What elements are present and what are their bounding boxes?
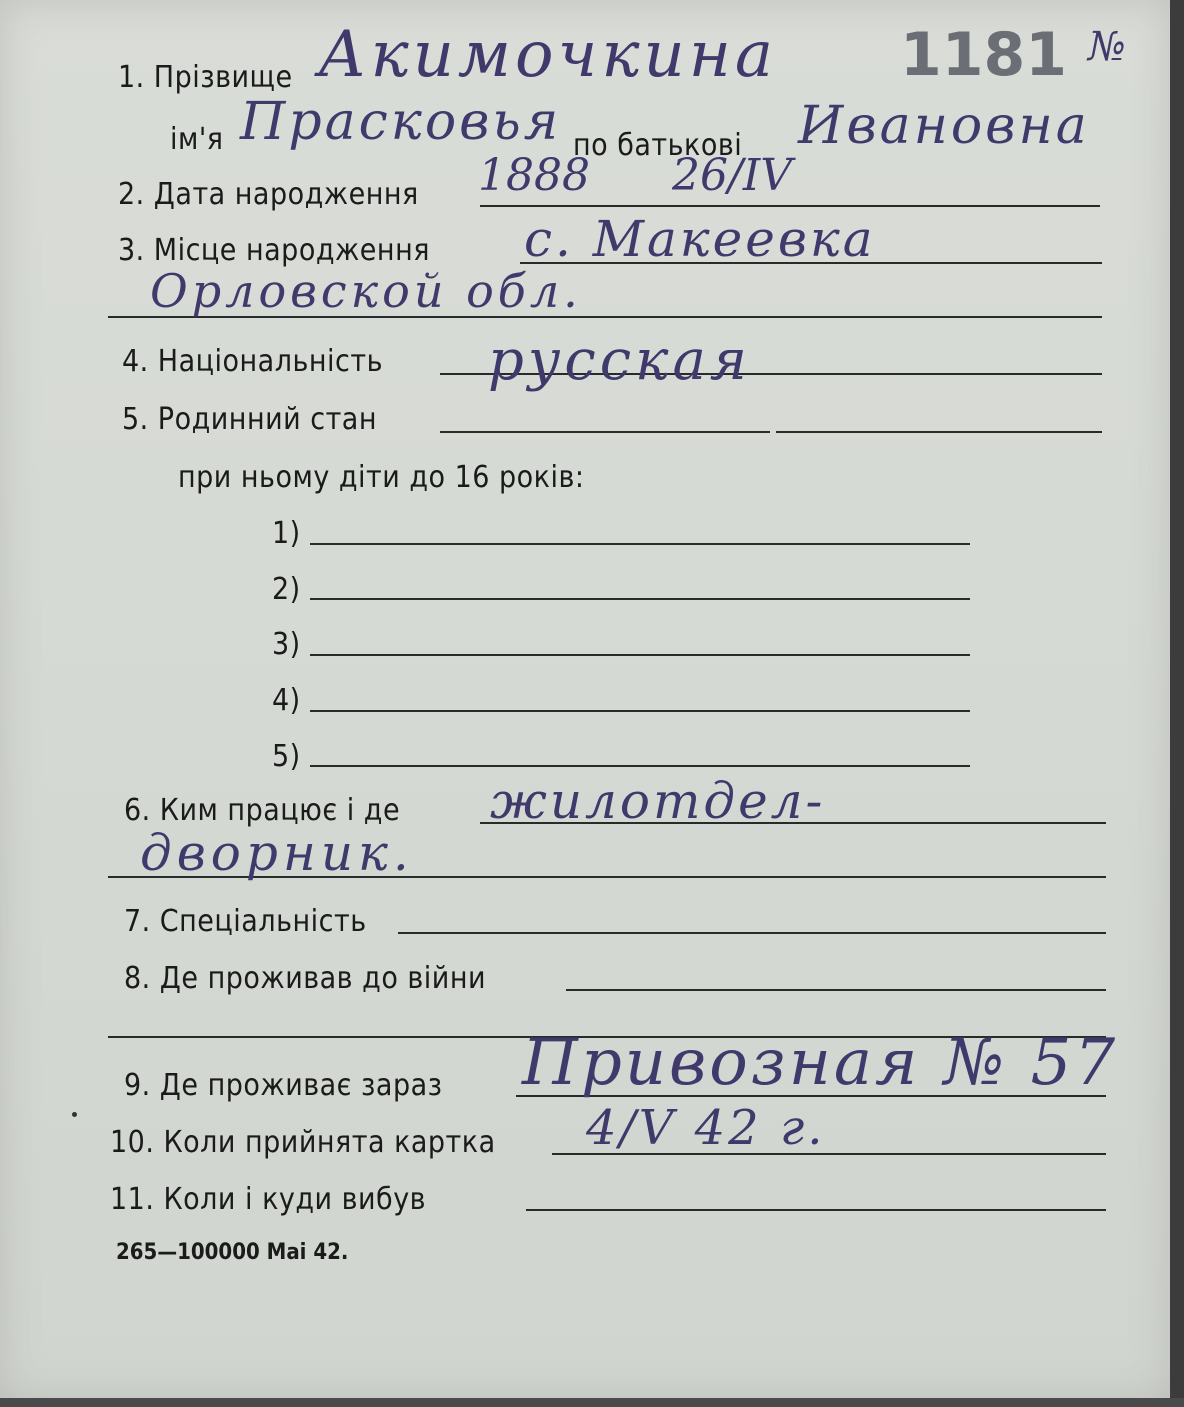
hw-birth-day: 26/IV <box>672 150 792 201</box>
line-child-2 <box>310 598 970 600</box>
label-first-name: ім'я <box>170 122 224 157</box>
line-child-4 <box>310 710 970 712</box>
line-child-3 <box>310 654 970 656</box>
line-departure <box>526 1209 1106 1211</box>
hw-surname: Акимочкина <box>318 18 778 92</box>
hw-occupation: дворник. <box>140 824 414 882</box>
label-child-3: 3) <box>272 627 301 662</box>
hw-current-address: Привозная № 57 <box>522 1026 1119 1100</box>
line-specialty <box>398 932 1106 934</box>
hw-number-sign: № <box>1088 24 1126 70</box>
print-run-footer: 265—100000 Mai 42. <box>116 1240 349 1265</box>
label-child-2: 2) <box>272 572 301 607</box>
line-birth-date <box>480 205 1100 207</box>
label-prewar-residence: 8. Де проживав до війни <box>124 961 487 996</box>
label-card-date: 10. Коли прийнята картка <box>110 1125 496 1160</box>
label-birth-date: 2. Дата народження <box>118 177 419 212</box>
label-birth-place: 3. Місце народження <box>118 233 430 268</box>
hw-birthplace-region: Орловской обл. <box>150 264 582 318</box>
line-marital-status-b <box>776 431 1102 433</box>
label-nationality: 4. Національність <box>122 344 383 379</box>
hw-workplace: жилотдел- <box>490 772 826 830</box>
label-work: 6. Ким працює і де <box>124 793 401 828</box>
label-patronymic: по батькові <box>573 128 743 163</box>
hw-card-number: 1181 <box>900 20 1067 90</box>
hw-birth-year: 1888 <box>478 150 590 201</box>
label-departure: 11. Коли і куди вибув <box>110 1182 427 1217</box>
label-children: при ньому діти до 16 років: <box>178 460 585 495</box>
label-child-5: 5) <box>272 739 301 774</box>
label-child-1: 1) <box>272 516 301 551</box>
line-child-5 <box>310 765 970 767</box>
ink-dot <box>72 1112 77 1117</box>
line-child-1 <box>310 543 970 545</box>
line-prewar-residence <box>566 989 1106 991</box>
line-marital-status-a <box>440 431 770 433</box>
hw-birthplace-village: с. Макеевка <box>524 210 876 268</box>
label-surname: 1. Прізвище <box>118 60 293 95</box>
hw-first-name: Прасковья <box>240 92 562 152</box>
background-edge-bottom <box>0 1398 1184 1407</box>
label-marital-status: 5. Родинний стан <box>122 402 377 437</box>
label-current-residence: 9. Де проживає зараз <box>124 1068 443 1103</box>
background-edge-right <box>1170 0 1184 1407</box>
hw-card-accepted-date: 4/V 42 г. <box>586 1100 826 1156</box>
label-specialty: 7. Спеціальність <box>124 904 367 939</box>
label-child-4: 4) <box>272 683 301 718</box>
hw-nationality: русская <box>488 328 751 393</box>
hw-patronymic: Ивановна <box>798 96 1090 156</box>
